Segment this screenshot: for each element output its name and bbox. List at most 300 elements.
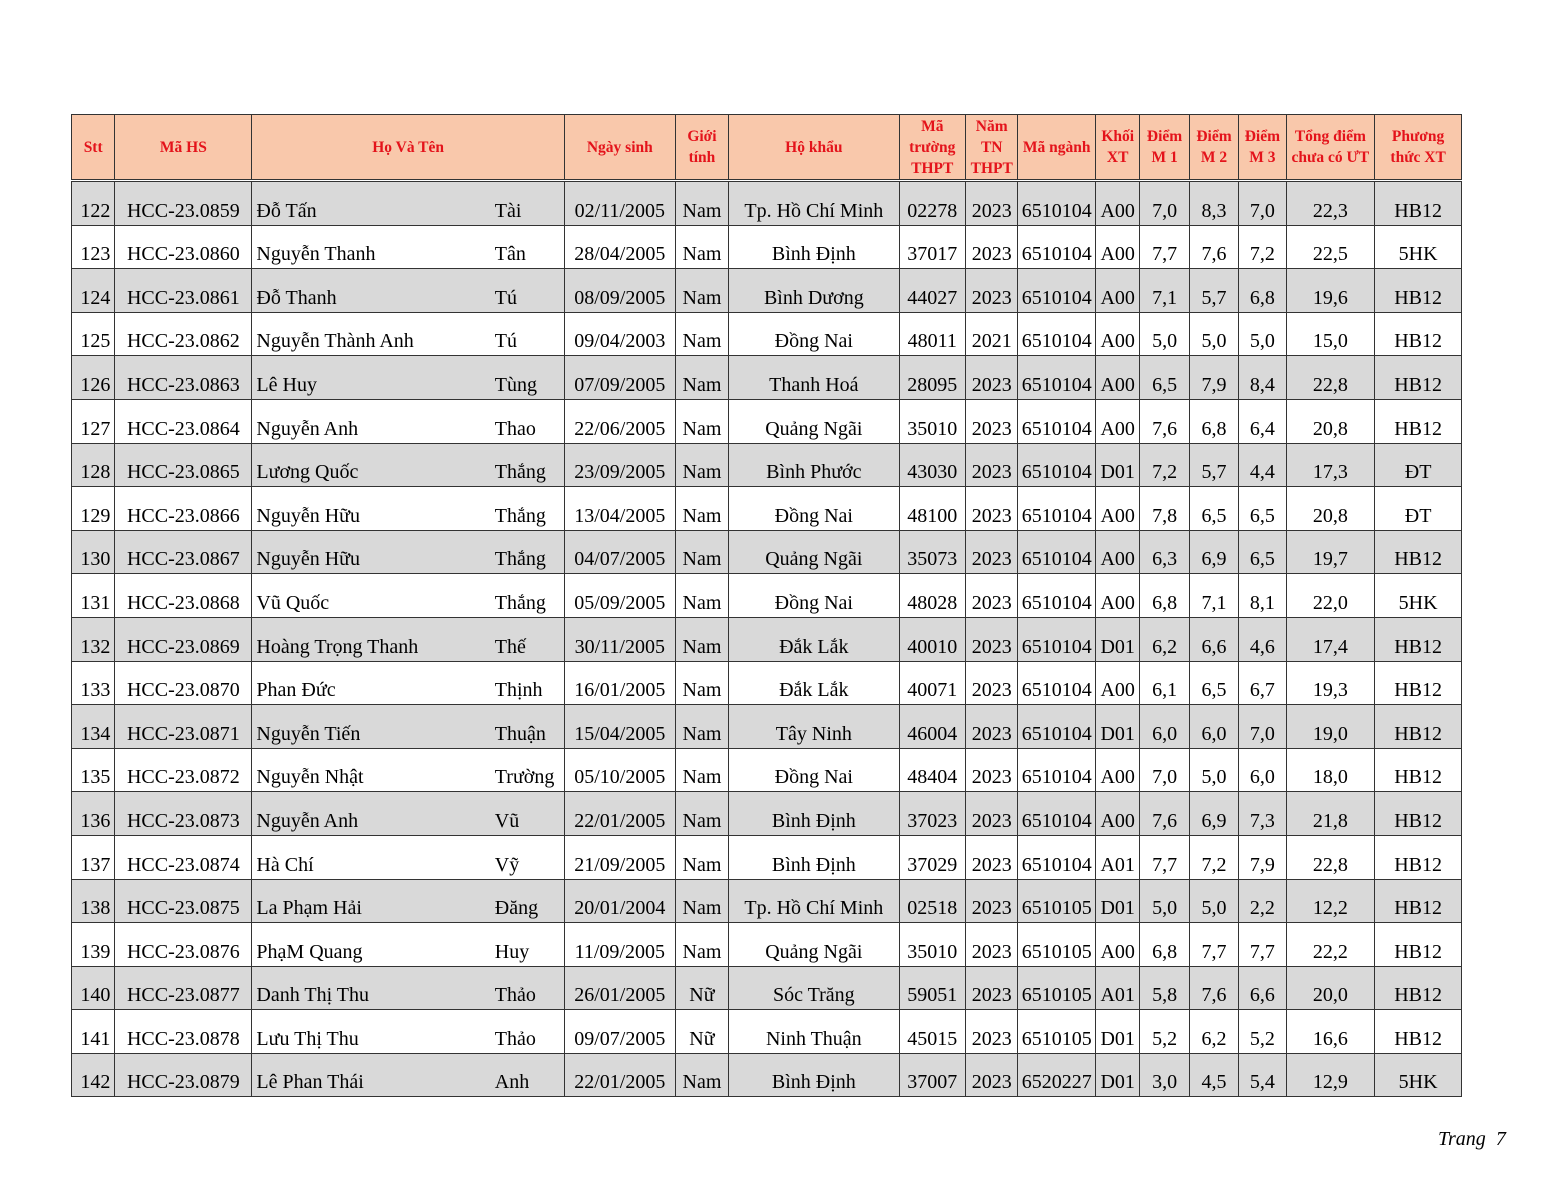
cell-nam-tn: 2021 xyxy=(966,312,1018,356)
cell-ngay-sinh: 22/01/2005 xyxy=(564,1053,675,1097)
cell-khoi-xt: D01 xyxy=(1096,879,1140,923)
header-row xyxy=(72,115,1462,181)
cell-ten: Tú xyxy=(491,269,565,313)
cell-ten: Thịnh xyxy=(491,661,565,705)
cell-ten: Thảo xyxy=(491,1010,565,1054)
cell-ten: Anh xyxy=(491,1053,565,1097)
cell-ho-khau: Tp. Hồ Chí Minh xyxy=(729,879,899,923)
table-row xyxy=(72,574,1462,618)
cell-gioi-tinh: Nam xyxy=(675,269,728,313)
cell-ma-hs: HCC-23.0874 xyxy=(115,835,252,879)
header-gioi-tinh: Giới tính xyxy=(675,115,728,181)
cell-diem-m2: 7,9 xyxy=(1189,356,1238,400)
cell-tong-diem: 15,0 xyxy=(1286,312,1375,356)
cell-diem-m3: 7,3 xyxy=(1239,792,1286,836)
cell-gioi-tinh: Nữ xyxy=(675,1010,728,1054)
cell-ten: Trường xyxy=(491,748,565,792)
cell-ho: Nguyễn Hữu xyxy=(252,530,491,574)
cell-ngay-sinh: 13/04/2005 xyxy=(564,487,675,531)
page-number: 7 xyxy=(1495,1128,1506,1150)
cell-gioi-tinh: Nam xyxy=(675,923,728,967)
cell-nam-tn: 2023 xyxy=(966,835,1018,879)
cell-tong-diem: 12,2 xyxy=(1286,879,1375,923)
cell-stt: 131 xyxy=(72,574,115,618)
cell-ma-nganh: 6510105 xyxy=(1018,923,1096,967)
cell-diem-m2: 6,2 xyxy=(1189,1010,1238,1054)
cell-diem-m3: 7,2 xyxy=(1239,225,1286,269)
cell-ho-khau: Bình Định xyxy=(729,1053,899,1097)
table-row xyxy=(72,269,1462,313)
cell-stt: 139 xyxy=(72,923,115,967)
cell-nam-tn: 2023 xyxy=(966,181,1018,226)
cell-ngay-sinh: 28/04/2005 xyxy=(564,225,675,269)
cell-ho: Nguyễn Hữu xyxy=(252,487,491,531)
cell-ma-hs: HCC-23.0869 xyxy=(115,617,252,661)
cell-diem-m2: 5,7 xyxy=(1189,269,1238,313)
cell-gioi-tinh: Nam xyxy=(675,748,728,792)
cell-diem-m1: 6,8 xyxy=(1140,574,1189,618)
cell-stt: 127 xyxy=(72,399,115,443)
cell-phuong-thuc: 5HK xyxy=(1375,1053,1462,1097)
cell-diem-m1: 7,8 xyxy=(1140,487,1189,531)
cell-ho: Đỗ Tấn xyxy=(252,181,491,226)
cell-ma-truong: 37023 xyxy=(899,792,966,836)
cell-diem-m3: 4,4 xyxy=(1239,443,1286,487)
cell-diem-m1: 7,6 xyxy=(1140,399,1189,443)
cell-nam-tn: 2023 xyxy=(966,1053,1018,1097)
cell-stt: 142 xyxy=(72,1053,115,1097)
cell-stt: 125 xyxy=(72,312,115,356)
cell-diem-m3: 5,2 xyxy=(1239,1010,1286,1054)
cell-nam-tn: 2023 xyxy=(966,225,1018,269)
cell-diem-m3: 6,4 xyxy=(1239,399,1286,443)
cell-nam-tn: 2023 xyxy=(966,923,1018,967)
cell-nam-tn: 2023 xyxy=(966,399,1018,443)
cell-nam-tn: 2023 xyxy=(966,574,1018,618)
cell-ma-truong: 59051 xyxy=(899,966,966,1010)
cell-diem-m1: 6,2 xyxy=(1140,617,1189,661)
cell-nam-tn: 2023 xyxy=(966,530,1018,574)
cell-phuong-thuc: HB12 xyxy=(1375,748,1462,792)
cell-ngay-sinh: 05/09/2005 xyxy=(564,574,675,618)
cell-ten: Thắng xyxy=(491,530,565,574)
cell-ma-hs: HCC-23.0872 xyxy=(115,748,252,792)
cell-ho-khau: Bình Định xyxy=(729,792,899,836)
cell-ma-hs: HCC-23.0862 xyxy=(115,312,252,356)
cell-phuong-thuc: HB12 xyxy=(1375,617,1462,661)
cell-ma-nganh: 6510104 xyxy=(1018,269,1096,313)
cell-diem-m2: 6,5 xyxy=(1189,487,1238,531)
cell-diem-m1: 5,0 xyxy=(1140,312,1189,356)
cell-diem-m3: 6,7 xyxy=(1239,661,1286,705)
cell-ma-hs: HCC-23.0864 xyxy=(115,399,252,443)
cell-tong-diem: 12,9 xyxy=(1286,1053,1375,1097)
cell-ho-khau: Bình Định xyxy=(729,835,899,879)
cell-phuong-thuc: HB12 xyxy=(1375,705,1462,749)
table-row xyxy=(72,923,1462,967)
cell-ma-hs: HCC-23.0877 xyxy=(115,966,252,1010)
cell-diem-m3: 6,5 xyxy=(1239,530,1286,574)
table-row xyxy=(72,312,1462,356)
cell-gioi-tinh: Nam xyxy=(675,399,728,443)
cell-diem-m1: 7,6 xyxy=(1140,792,1189,836)
header-phuong-thuc: Phương thức XT xyxy=(1375,115,1462,181)
cell-khoi-xt: A00 xyxy=(1096,181,1140,226)
cell-ma-nganh: 6510105 xyxy=(1018,966,1096,1010)
header-ma-truong: Mã trường THPT xyxy=(899,115,966,181)
cell-stt: 128 xyxy=(72,443,115,487)
cell-gioi-tinh: Nam xyxy=(675,835,728,879)
cell-diem-m1: 7,7 xyxy=(1140,835,1189,879)
cell-ma-nganh: 6510104 xyxy=(1018,661,1096,705)
cell-nam-tn: 2023 xyxy=(966,269,1018,313)
cell-ma-hs: HCC-23.0867 xyxy=(115,530,252,574)
cell-diem-m2: 6,0 xyxy=(1189,705,1238,749)
cell-diem-m3: 6,6 xyxy=(1239,966,1286,1010)
cell-tong-diem: 20,8 xyxy=(1286,399,1375,443)
cell-khoi-xt: D01 xyxy=(1096,1053,1140,1097)
cell-khoi-xt: D01 xyxy=(1096,705,1140,749)
cell-stt: 133 xyxy=(72,661,115,705)
cell-tong-diem: 16,6 xyxy=(1286,1010,1375,1054)
cell-khoi-xt: D01 xyxy=(1096,617,1140,661)
header-ho-va-ten: Họ Và Tên xyxy=(252,115,564,181)
cell-khoi-xt: A01 xyxy=(1096,835,1140,879)
cell-ten: Tài xyxy=(491,181,565,226)
cell-ho-khau: Đồng Nai xyxy=(729,312,899,356)
cell-gioi-tinh: Nam xyxy=(675,661,728,705)
header-diem-m1: Điểm M 1 xyxy=(1140,115,1189,181)
cell-nam-tn: 2023 xyxy=(966,879,1018,923)
cell-ho-khau: Quảng Ngãi xyxy=(729,399,899,443)
cell-phuong-thuc: HB12 xyxy=(1375,966,1462,1010)
cell-diem-m3: 4,6 xyxy=(1239,617,1286,661)
cell-ten: Thế xyxy=(491,617,565,661)
table-row xyxy=(72,617,1462,661)
cell-diem-m1: 7,7 xyxy=(1140,225,1189,269)
cell-phuong-thuc: HB12 xyxy=(1375,879,1462,923)
cell-nam-tn: 2023 xyxy=(966,487,1018,531)
table-row xyxy=(72,792,1462,836)
cell-ngay-sinh: 30/11/2005 xyxy=(564,617,675,661)
cell-khoi-xt: A00 xyxy=(1096,356,1140,400)
table-row xyxy=(72,879,1462,923)
cell-diem-m3: 7,7 xyxy=(1239,923,1286,967)
cell-ma-truong: 02278 xyxy=(899,181,966,226)
cell-diem-m1: 7,2 xyxy=(1140,443,1189,487)
cell-diem-m1: 6,8 xyxy=(1140,923,1189,967)
cell-ho: PhạM Quang xyxy=(252,923,491,967)
admission-list-table xyxy=(71,114,1462,1097)
cell-ho-khau: Ninh Thuận xyxy=(729,1010,899,1054)
cell-ho: La Phạm Hải xyxy=(252,879,491,923)
cell-ma-hs: HCC-23.0871 xyxy=(115,705,252,749)
cell-khoi-xt: A00 xyxy=(1096,225,1140,269)
cell-nam-tn: 2023 xyxy=(966,792,1018,836)
cell-ngay-sinh: 23/09/2005 xyxy=(564,443,675,487)
cell-nam-tn: 2023 xyxy=(966,661,1018,705)
cell-stt: 137 xyxy=(72,835,115,879)
header-ma-nganh: Mã ngành xyxy=(1018,115,1096,181)
header-ngay-sinh: Ngày sinh xyxy=(564,115,675,181)
cell-diem-m2: 6,5 xyxy=(1189,661,1238,705)
cell-tong-diem: 22,0 xyxy=(1286,574,1375,618)
cell-ngay-sinh: 09/07/2005 xyxy=(564,1010,675,1054)
cell-ho-khau: Thanh Hoá xyxy=(729,356,899,400)
cell-ma-nganh: 6510104 xyxy=(1018,617,1096,661)
cell-ho-khau: Bình Dương xyxy=(729,269,899,313)
cell-ngay-sinh: 26/01/2005 xyxy=(564,966,675,1010)
cell-phuong-thuc: HB12 xyxy=(1375,312,1462,356)
cell-ho: Lương Quốc xyxy=(252,443,491,487)
cell-tong-diem: 19,3 xyxy=(1286,661,1375,705)
cell-ho: Hoàng Trọng Thanh xyxy=(252,617,491,661)
table-body xyxy=(72,181,1462,1097)
cell-tong-diem: 22,2 xyxy=(1286,923,1375,967)
cell-ngay-sinh: 09/04/2003 xyxy=(564,312,675,356)
cell-ma-hs: HCC-23.0859 xyxy=(115,181,252,226)
cell-ma-hs: HCC-23.0866 xyxy=(115,487,252,531)
cell-phuong-thuc: 5HK xyxy=(1375,574,1462,618)
cell-tong-diem: 22,8 xyxy=(1286,835,1375,879)
cell-diem-m2: 6,9 xyxy=(1189,530,1238,574)
cell-diem-m3: 6,8 xyxy=(1239,269,1286,313)
cell-nam-tn: 2023 xyxy=(966,443,1018,487)
cell-khoi-xt: A00 xyxy=(1096,748,1140,792)
cell-ho: Nguyễn Nhật xyxy=(252,748,491,792)
cell-ma-truong: 35073 xyxy=(899,530,966,574)
page-footer xyxy=(1438,1128,1506,1151)
cell-diem-m1: 5,2 xyxy=(1140,1010,1189,1054)
cell-diem-m3: 7,9 xyxy=(1239,835,1286,879)
cell-stt: 138 xyxy=(72,879,115,923)
cell-khoi-xt: A00 xyxy=(1096,574,1140,618)
cell-ten: Vỹ xyxy=(491,835,565,879)
cell-ma-nganh: 6510105 xyxy=(1018,879,1096,923)
cell-phuong-thuc: ĐT xyxy=(1375,487,1462,531)
cell-ho: Đỗ Thanh xyxy=(252,269,491,313)
cell-ma-truong: 46004 xyxy=(899,705,966,749)
cell-ten: Thảo xyxy=(491,966,565,1010)
cell-ma-truong: 28095 xyxy=(899,356,966,400)
cell-nam-tn: 2023 xyxy=(966,1010,1018,1054)
cell-ma-truong: 48404 xyxy=(899,748,966,792)
table-row xyxy=(72,356,1462,400)
cell-ma-nganh: 6510104 xyxy=(1018,225,1096,269)
cell-ho: Phan Đức xyxy=(252,661,491,705)
cell-ho-khau: Đắk Lắk xyxy=(729,661,899,705)
cell-khoi-xt: A00 xyxy=(1096,530,1140,574)
cell-ma-hs: HCC-23.0863 xyxy=(115,356,252,400)
cell-gioi-tinh: Nam xyxy=(675,617,728,661)
cell-gioi-tinh: Nam xyxy=(675,705,728,749)
cell-ma-nganh: 6510104 xyxy=(1018,312,1096,356)
cell-phuong-thuc: HB12 xyxy=(1375,792,1462,836)
cell-ngay-sinh: 22/06/2005 xyxy=(564,399,675,443)
cell-ma-nganh: 6510104 xyxy=(1018,443,1096,487)
cell-gioi-tinh: Nam xyxy=(675,574,728,618)
table-row xyxy=(72,443,1462,487)
cell-stt: 140 xyxy=(72,966,115,1010)
cell-ho: Nguyễn Tiến xyxy=(252,705,491,749)
cell-ma-truong: 37017 xyxy=(899,225,966,269)
cell-ngay-sinh: 04/07/2005 xyxy=(564,530,675,574)
cell-ma-hs: HCC-23.0870 xyxy=(115,661,252,705)
cell-ngay-sinh: 02/11/2005 xyxy=(564,181,675,226)
cell-ho-khau: Đồng Nai xyxy=(729,574,899,618)
cell-diem-m3: 8,4 xyxy=(1239,356,1286,400)
cell-khoi-xt: A01 xyxy=(1096,966,1140,1010)
cell-phuong-thuc: ĐT xyxy=(1375,443,1462,487)
cell-gioi-tinh: Nam xyxy=(675,225,728,269)
cell-diem-m2: 4,5 xyxy=(1189,1053,1238,1097)
cell-ho: Lê Phan Thái xyxy=(252,1053,491,1097)
cell-ma-truong: 02518 xyxy=(899,879,966,923)
cell-diem-m3: 6,5 xyxy=(1239,487,1286,531)
cell-ten: Tùng xyxy=(491,356,565,400)
cell-ho-khau: Sóc Trăng xyxy=(729,966,899,1010)
cell-diem-m2: 7,1 xyxy=(1189,574,1238,618)
cell-phuong-thuc: HB12 xyxy=(1375,835,1462,879)
cell-diem-m1: 6,5 xyxy=(1140,356,1189,400)
cell-stt: 122 xyxy=(72,181,115,226)
cell-nam-tn: 2023 xyxy=(966,617,1018,661)
cell-phuong-thuc: HB12 xyxy=(1375,269,1462,313)
table-row xyxy=(72,1053,1462,1097)
cell-khoi-xt: A00 xyxy=(1096,269,1140,313)
table-row xyxy=(72,399,1462,443)
cell-diem-m3: 2,2 xyxy=(1239,879,1286,923)
cell-ngay-sinh: 15/04/2005 xyxy=(564,705,675,749)
cell-ma-nganh: 6510104 xyxy=(1018,356,1096,400)
cell-stt: 132 xyxy=(72,617,115,661)
cell-ma-truong: 43030 xyxy=(899,443,966,487)
cell-stt: 126 xyxy=(72,356,115,400)
cell-ma-truong: 35010 xyxy=(899,399,966,443)
cell-ten: Đăng xyxy=(491,879,565,923)
cell-ho: Hà Chí xyxy=(252,835,491,879)
table-row xyxy=(72,748,1462,792)
cell-ho: Lê Huy xyxy=(252,356,491,400)
cell-ten: Tân xyxy=(491,225,565,269)
cell-ma-truong: 44027 xyxy=(899,269,966,313)
cell-stt: 129 xyxy=(72,487,115,531)
cell-diem-m1: 6,0 xyxy=(1140,705,1189,749)
cell-phuong-thuc: HB12 xyxy=(1375,399,1462,443)
cell-tong-diem: 21,8 xyxy=(1286,792,1375,836)
cell-stt: 134 xyxy=(72,705,115,749)
cell-ten: Tú xyxy=(491,312,565,356)
cell-tong-diem: 19,7 xyxy=(1286,530,1375,574)
cell-nam-tn: 2023 xyxy=(966,966,1018,1010)
cell-phuong-thuc: HB12 xyxy=(1375,181,1462,226)
table-row xyxy=(72,487,1462,531)
cell-ma-nganh: 6510104 xyxy=(1018,487,1096,531)
cell-diem-m2: 6,9 xyxy=(1189,792,1238,836)
cell-ho: Nguyễn Thành Anh xyxy=(252,312,491,356)
cell-stt: 141 xyxy=(72,1010,115,1054)
cell-khoi-xt: A00 xyxy=(1096,312,1140,356)
cell-ho: Vũ Quốc xyxy=(252,574,491,618)
cell-ho-khau: Đắk Lắk xyxy=(729,617,899,661)
cell-ho-khau: Tp. Hồ Chí Minh xyxy=(729,181,899,226)
cell-diem-m3: 5,0 xyxy=(1239,312,1286,356)
cell-phuong-thuc: HB12 xyxy=(1375,530,1462,574)
cell-gioi-tinh: Nam xyxy=(675,356,728,400)
cell-stt: 130 xyxy=(72,530,115,574)
cell-khoi-xt: A00 xyxy=(1096,399,1140,443)
cell-phuong-thuc: 5HK xyxy=(1375,225,1462,269)
cell-ten: Thắng xyxy=(491,443,565,487)
cell-ma-nganh: 6510104 xyxy=(1018,748,1096,792)
cell-ngay-sinh: 16/01/2005 xyxy=(564,661,675,705)
cell-diem-m2: 7,7 xyxy=(1189,923,1238,967)
cell-ma-hs: HCC-23.0860 xyxy=(115,225,252,269)
cell-ho-khau: Tây Ninh xyxy=(729,705,899,749)
cell-ma-hs: HCC-23.0868 xyxy=(115,574,252,618)
cell-ma-hs: HCC-23.0865 xyxy=(115,443,252,487)
header-stt: Stt xyxy=(72,115,115,181)
cell-diem-m1: 7,0 xyxy=(1140,181,1189,226)
cell-phuong-thuc: HB12 xyxy=(1375,1010,1462,1054)
cell-stt: 136 xyxy=(72,792,115,836)
cell-diem-m3: 7,0 xyxy=(1239,181,1286,226)
header-diem-m3: Điểm M 3 xyxy=(1239,115,1286,181)
cell-gioi-tinh: Nam xyxy=(675,487,728,531)
cell-ma-truong: 45015 xyxy=(899,1010,966,1054)
cell-ma-nganh: 6520227 xyxy=(1018,1053,1096,1097)
cell-ho: Danh Thị Thu xyxy=(252,966,491,1010)
cell-ho-khau: Bình Định xyxy=(729,225,899,269)
cell-ho: Lưu Thị Thu xyxy=(252,1010,491,1054)
cell-ma-nganh: 6510104 xyxy=(1018,530,1096,574)
cell-ma-hs: HCC-23.0861 xyxy=(115,269,252,313)
cell-gioi-tinh: Nam xyxy=(675,530,728,574)
cell-stt: 135 xyxy=(72,748,115,792)
cell-diem-m3: 7,0 xyxy=(1239,705,1286,749)
cell-tong-diem: 19,0 xyxy=(1286,705,1375,749)
cell-ho-khau: Quảng Ngãi xyxy=(729,530,899,574)
cell-diem-m2: 7,2 xyxy=(1189,835,1238,879)
cell-ho-khau: Đồng Nai xyxy=(729,748,899,792)
cell-ten: Huy xyxy=(491,923,565,967)
cell-diem-m1: 7,0 xyxy=(1140,748,1189,792)
cell-ten: Vũ xyxy=(491,792,565,836)
cell-diem-m1: 6,1 xyxy=(1140,661,1189,705)
cell-gioi-tinh: Nam xyxy=(675,879,728,923)
cell-gioi-tinh: Nữ xyxy=(675,966,728,1010)
cell-ma-truong: 48011 xyxy=(899,312,966,356)
table-row xyxy=(72,835,1462,879)
table-row xyxy=(72,1010,1462,1054)
cell-khoi-xt: A00 xyxy=(1096,792,1140,836)
cell-diem-m2: 5,0 xyxy=(1189,748,1238,792)
cell-diem-m2: 6,6 xyxy=(1189,617,1238,661)
table-row xyxy=(72,225,1462,269)
cell-tong-diem: 17,3 xyxy=(1286,443,1375,487)
cell-ma-nganh: 6510105 xyxy=(1018,1010,1096,1054)
cell-diem-m2: 5,7 xyxy=(1189,443,1238,487)
cell-diem-m2: 7,6 xyxy=(1189,225,1238,269)
cell-ma-nganh: 6510104 xyxy=(1018,792,1096,836)
cell-nam-tn: 2023 xyxy=(966,705,1018,749)
cell-tong-diem: 22,3 xyxy=(1286,181,1375,226)
table-row xyxy=(72,705,1462,749)
cell-ma-hs: HCC-23.0876 xyxy=(115,923,252,967)
page-label: Trang xyxy=(1438,1128,1486,1150)
cell-diem-m1: 7,1 xyxy=(1140,269,1189,313)
cell-ngay-sinh: 05/10/2005 xyxy=(564,748,675,792)
